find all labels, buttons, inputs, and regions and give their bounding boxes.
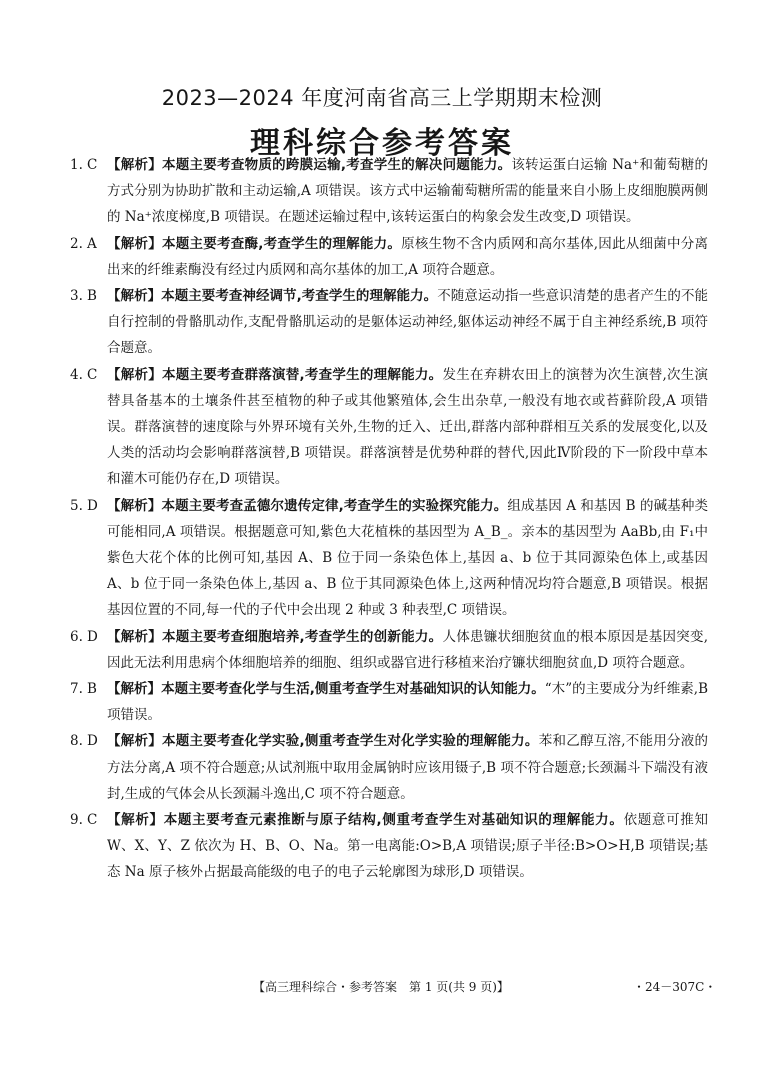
analysis-tag: 【解析】 <box>107 157 163 173</box>
explanation <box>107 807 708 886</box>
topic-summary: 本题主要考查群落演替,考查学生的理解能力。 <box>162 366 443 383</box>
explanation-text: 依题意可推知 W、X、Y、Z 依次为 H、B、O、Na。第一电离能:O>B,A 项错误;原子半径:B>O>H,B 项错误;基态 Na 原子核外占据最高能级的电子的电子云轮廓图为球形,D 项错误。 <box>107 812 708 881</box>
question-number: 4. <box>70 366 83 383</box>
analysis-tag: 【解析】 <box>107 366 163 383</box>
topic-summary: 本题主要考查神经调节,考查学生的理解能力。 <box>161 288 438 305</box>
answer-letter: D <box>87 628 98 645</box>
question-number: 9. <box>70 812 83 829</box>
question-number: 2. <box>70 235 83 252</box>
analysis-tag: 【解析】 <box>107 235 163 252</box>
topic-summary: 本题主要考查酶,考查学生的理解能力。 <box>162 235 402 252</box>
explanation-text: 不随意运动指一些意识清楚的患者产生的不能自行控制的骨骼肌动作,支配骨骼肌运动的是躯体运动神经,躯体运动神经不属于自主神经系统,B 项符合题意。 <box>107 288 708 357</box>
analysis-tag: 【解析】 <box>107 733 163 750</box>
question-number: 3. <box>70 288 83 305</box>
explanation <box>107 728 708 807</box>
question-number: 8. <box>70 733 83 750</box>
answer-list <box>70 152 708 886</box>
question-number: 1. <box>70 157 83 173</box>
topic-summary: 本题主要考查化学实验,侧重考查学生对化学实验的理解能力。 <box>162 733 539 750</box>
answer-item-9 <box>70 807 708 886</box>
answer-letter: D <box>87 733 98 750</box>
explanation <box>107 231 708 283</box>
answer-item-3 <box>70 283 708 362</box>
topic-summary: 本题主要考查细胞培养,考查学生的创新能力。 <box>162 628 443 645</box>
explanation-text: “木”的主要成分为纤维素,B 项错误。 <box>107 681 708 724</box>
explanation <box>107 152 708 231</box>
explanation <box>107 676 708 728</box>
answer-item-2 <box>70 231 708 283</box>
analysis-tag: 【解析】 <box>107 497 162 514</box>
explanation-text: 原核生物不含内质网和高尔基体,因此从细菌中分离出来的纤维素酶没有经过内质网和高尔基体的加工,A 项符合题意。 <box>107 235 708 278</box>
page-subtitle: 理科综合参考答案 <box>250 126 514 161</box>
explanation-text: 发生在弃耕农田上的演替为次生演替,次生演替具备基本的土壤条件甚至植物的种子或其他繁殖体,会生出杂草,一般没有地衣或苔藓阶段,A 项错误。群落演替的速度除与外界环境有关外,生物的迁入、迁出,群落内部种群相互关系的发展变化,以及人类的活动均会影响群落演替,B 项错误。群落演替是优势种群的替代,因此Ⅳ阶段的下一阶段中草本和灌木可能仍存在,D 项错误。 <box>107 366 709 488</box>
topic-summary: 本题主要考查孟德尔遗传定律,考查学生的实验探究能力。 <box>161 497 508 514</box>
explanation-text: 该转运蛋白运输 Na⁺和葡萄糖的方式分别为协助扩散和主动运输,A 项错误。该方式中运输葡萄糖所需的能量来自小肠上皮细胞膜两侧的 Na⁺浓度梯度,B 项错误。在题述运输过程中,该转运蛋白的构象会发生改变,D 项错误。 <box>107 157 708 226</box>
answer-letter: C <box>87 366 98 383</box>
answer-letter: B <box>87 288 97 305</box>
explanation <box>107 283 708 362</box>
answer-item-8 <box>70 728 708 807</box>
analysis-tag: 【解析】 <box>107 288 162 305</box>
topic-summary: 本题主要考查物质的跨膜运输,考查学生的解决问题能力。 <box>162 157 512 173</box>
page-footer: 【高三理科综合・参考答案 第 1 页(共 9 页)】 <box>253 980 509 994</box>
answer-item-1 <box>70 152 708 231</box>
question-number: 6. <box>70 628 83 645</box>
question-number: 5. <box>70 497 83 514</box>
question-number: 7. <box>70 681 83 698</box>
answer-letter: D <box>87 497 98 514</box>
answer-item-6 <box>70 624 708 676</box>
explanation <box>107 493 708 624</box>
answer-letter: B <box>87 681 97 698</box>
explanation-text: 组成基因 A 和基因 B 的碱基种类可能相同,A 项错误。根据题意可知,紫色大花植株的基因型为 A_B_。亲本的基因型为 AaBb,由 F₁中紫色大花个体的比例可知,基因 A、B 位于同一条染色体上,基因 a、b 位于其同源染色体上,或基因 A、b 位于同一条染色体上,基因 a、B 位于其同源染色体上,这两种情况均符合题意,B 项错误。根据基因位置的不同,每一代的子代中会出现 2 种或 3 种表型,C 项错误。 <box>107 497 709 619</box>
topic-summary: 本题主要考查化学与生活,侧重考查学生对基础知识的认知能力。 <box>161 681 545 698</box>
topic-summary: 本题主要考查元素推断与原子结构,侧重考查学生对基础知识的理解能力。 <box>163 812 624 829</box>
answer-item-5 <box>70 493 708 624</box>
explanation-text: 苯和乙醇互溶,不能用分液的方法分离,A 项不符合题意;从试剂瓶中取用金属钠时应该用镊子,B 项不符合题意;长颈漏斗下端没有液封,生成的气体会从长颈漏斗逸出,C 项不符合题意。 <box>107 733 708 802</box>
explanation-text: 人体患镰状细胞贫血的根本原因是基因突变,因此无法利用患病个体细胞培养的细胞、组织或器官进行移植来治疗镰状细胞贫血,D 项符合题意。 <box>107 628 709 671</box>
answer-item-4 <box>70 362 708 493</box>
explanation <box>107 362 708 493</box>
answer-letter: A <box>87 235 97 252</box>
analysis-tag: 【解析】 <box>107 812 164 829</box>
analysis-tag: 【解析】 <box>107 628 163 645</box>
answer-letter: C <box>87 157 98 173</box>
document-code: ・24－307C・ <box>633 980 717 994</box>
page-title: 2023—2024 年度河南省高三上学期期末检测 <box>161 86 603 110</box>
answer-item-7 <box>70 676 708 728</box>
analysis-tag: 【解析】 <box>107 681 162 698</box>
explanation <box>107 624 708 676</box>
answer-letter: C <box>87 812 98 829</box>
